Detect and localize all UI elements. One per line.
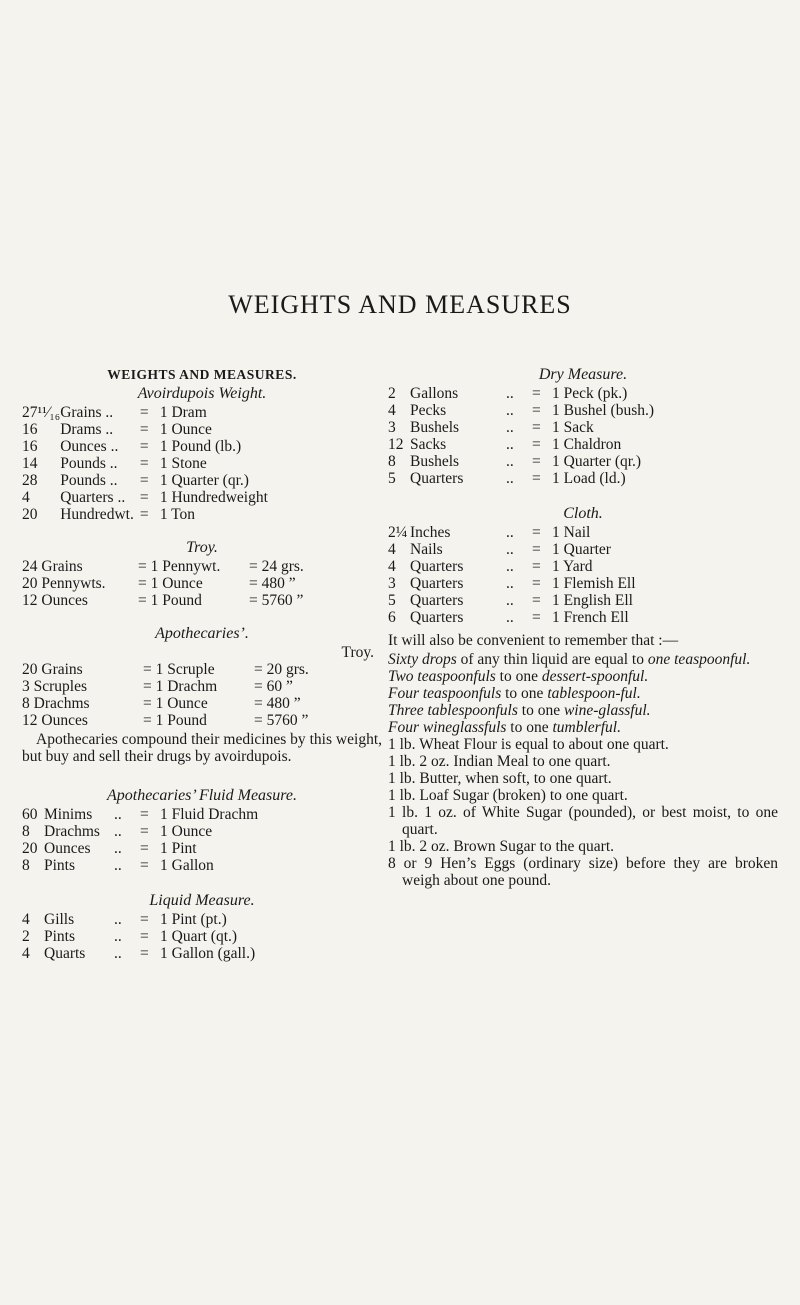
remember-item-em2: tablespoon-ful. <box>547 685 641 702</box>
fact-item: 1 lb. 2 oz. Brown Sugar to the quart. <box>388 838 615 855</box>
dots: .. <box>506 558 514 575</box>
unit: Pounds .. <box>60 472 118 489</box>
qty: 6 <box>388 609 396 626</box>
equals: = <box>139 438 149 455</box>
remember-item-em2: one teaspoonful. <box>647 651 751 668</box>
fact-item: 1 lb. Loaf Sugar (broken) to one quart. <box>388 787 628 804</box>
equals: = <box>139 489 149 506</box>
dots: .. <box>506 524 514 541</box>
equals: = <box>139 455 149 472</box>
equals: = <box>532 609 541 626</box>
troy-cell: = 1 Ounce <box>138 575 203 592</box>
qty: 20 <box>22 840 38 857</box>
remember-item <box>388 668 778 685</box>
result: 1 Load (ld.) <box>552 470 626 487</box>
equals: = <box>532 402 541 419</box>
equals: = <box>532 592 541 609</box>
result: 1 Gallon <box>160 857 214 874</box>
qty: 4 <box>22 489 30 506</box>
left-column <box>22 366 382 962</box>
right-column <box>388 366 778 889</box>
equals: = <box>532 558 541 575</box>
qty: 5 <box>388 592 396 609</box>
table-row <box>22 489 268 506</box>
result: 1 Hundredweight <box>159 489 268 506</box>
qty: 60 <box>22 806 38 823</box>
dots: .. <box>114 857 122 874</box>
apothecaries-cell: = 60 ” <box>254 678 293 695</box>
result: 1 Peck (pk.) <box>552 385 628 402</box>
unit: Gallons <box>410 385 459 402</box>
unit: Quarters <box>410 592 464 609</box>
dots: .. <box>114 806 122 823</box>
unit: Quarts <box>44 945 86 962</box>
remember-item-em: Three tablespoonfuls <box>388 702 518 719</box>
table-row <box>22 472 268 489</box>
qty: 20 <box>22 506 38 523</box>
equals: = <box>532 436 541 453</box>
apothecaries-cell: = 1 Ounce <box>143 695 208 712</box>
result: 1 Bushel (bush.) <box>552 402 655 419</box>
fact-item: 8 or 9 Hen’s Eggs (ordinary size) before they are broken weigh about one pound. <box>388 855 778 889</box>
qty: 28 <box>22 472 38 489</box>
apothecaries-note: Apothecaries compound their medicines by this weight, but buy and sell their drugs by avoirdupois. <box>22 731 382 765</box>
equals: = <box>532 385 541 402</box>
liquid-title: Liquid Measure. <box>149 892 255 909</box>
result: 1 Quarter (qr.) <box>159 472 249 489</box>
page-title: WEIGHTS AND MEASURES <box>228 290 572 319</box>
qty: 3 <box>388 575 396 592</box>
dots: .. <box>506 453 514 470</box>
equals: = <box>139 404 149 421</box>
table-row <box>22 404 268 421</box>
table-row <box>388 402 654 419</box>
table-row <box>22 857 258 874</box>
dots: .. <box>114 928 122 945</box>
qty: 8 <box>388 453 396 470</box>
result: 1 Yard <box>552 558 593 575</box>
apothecaries-cell: = 5760 ” <box>254 712 309 729</box>
equals: = <box>139 421 149 438</box>
result: 1 Flemish Ell <box>552 575 636 592</box>
result: 1 Sack <box>552 419 594 436</box>
cloth-table <box>388 524 636 626</box>
table-row <box>22 911 255 928</box>
unit: Inches <box>410 524 451 541</box>
dots: .. <box>506 541 514 558</box>
fluid-table <box>22 806 258 874</box>
equals: = <box>532 524 541 541</box>
remember-item-em: Four wineglassfuls <box>388 719 507 736</box>
equals: = <box>140 911 149 928</box>
troy-cell: = 24 grs. <box>249 558 304 575</box>
equals: = <box>140 823 149 840</box>
unit: Pints <box>44 928 76 945</box>
remember-item-em2: wine-glassful. <box>563 702 651 719</box>
result: 1 Quarter <box>552 541 611 558</box>
equals: = <box>532 575 541 592</box>
result: 1 Pound (lb.) <box>159 438 242 455</box>
qty: 4 <box>22 945 30 962</box>
dots: .. <box>114 945 122 962</box>
troy-cell: 24 Grains <box>22 558 83 575</box>
table-row <box>388 470 654 487</box>
qty: 5 <box>388 470 396 487</box>
result: 1 Pint <box>160 840 197 857</box>
qty: 4 <box>388 402 396 419</box>
remember-item <box>388 719 778 736</box>
apothecaries-cell: 20 Grains <box>22 661 83 678</box>
avoirdupois-table <box>22 404 268 523</box>
apothecaries-table <box>22 661 382 729</box>
unit: Drams .. <box>60 421 114 438</box>
unit: Quarters <box>410 470 464 487</box>
qty: 2 <box>388 385 396 402</box>
result: 1 Pint (pt.) <box>160 911 227 928</box>
remember-item <box>388 685 778 702</box>
dots: .. <box>114 840 122 857</box>
apothecaries-cell: = 1 Scruple <box>143 661 215 678</box>
liquid-table <box>22 911 255 962</box>
unit: Grains .. <box>60 404 114 421</box>
troy-title: Troy. <box>186 539 218 556</box>
unit: Bushels <box>410 453 460 470</box>
qty: 4 <box>388 558 396 575</box>
dots: .. <box>506 419 514 436</box>
equals: = <box>139 506 149 523</box>
result: 1 Chaldron <box>552 436 622 453</box>
apothecaries-cell: = 20 grs. <box>254 661 309 678</box>
dry-title: Dry Measure. <box>538 366 628 383</box>
unit: Pints <box>44 857 76 874</box>
fluid-title: Apothecaries’ Fluid Measure. <box>106 787 298 804</box>
apothecaries-title: Apothecaries’. <box>155 625 249 642</box>
result: 1 Ounce <box>160 823 213 840</box>
remember-item-text: to one <box>506 719 553 736</box>
dots: .. <box>506 385 514 402</box>
apothecaries-cell: = 1 Pound <box>143 712 207 729</box>
table-row <box>388 524 636 541</box>
unit: Ounces <box>44 840 91 857</box>
remember-item-em2: dessert-spoonful. <box>541 668 649 685</box>
apothecaries-cell: 12 Ounces <box>22 712 88 729</box>
table-row <box>22 506 268 523</box>
remember-item-text: to one <box>501 685 548 702</box>
unit: Nails <box>410 541 443 558</box>
remember-item-em: Sixty drops <box>388 651 457 668</box>
qty: 4 <box>22 911 30 928</box>
troy-cell: = 1 Pound <box>138 592 202 609</box>
equals: = <box>139 472 149 489</box>
apothecaries-cell: = 480 ” <box>254 695 301 712</box>
remember-item <box>388 702 778 719</box>
equals: = <box>140 945 149 962</box>
table-row <box>22 945 255 962</box>
dots: .. <box>506 609 514 626</box>
remember-item-text: to one <box>517 702 564 719</box>
table-row <box>22 840 258 857</box>
result: 1 Dram <box>159 404 207 421</box>
table-row <box>388 541 636 558</box>
table-row <box>388 453 654 470</box>
troy-cell: = 1 Pennywt. <box>138 558 221 575</box>
remember-intro: It will also be convenient to remember that :— <box>388 632 679 649</box>
unit: Pounds .. <box>60 455 118 472</box>
table-row <box>388 609 636 626</box>
qty: 8 <box>22 823 30 840</box>
table-row <box>22 438 268 455</box>
unit: Quarters .. <box>60 489 126 506</box>
remember-item-text: of any thin liquid are equal to <box>456 651 648 668</box>
table-row <box>388 436 654 453</box>
remember-item-em2: tumblerful. <box>552 719 621 736</box>
fact-item: 1 lb. Butter, when soft, to one quart. <box>388 770 612 787</box>
result: 1 French Ell <box>552 609 629 626</box>
unit: Drachms <box>44 823 100 840</box>
dots: .. <box>506 592 514 609</box>
equals: = <box>140 928 149 945</box>
qty: 8 <box>22 857 30 874</box>
troy-cell: 20 Pennywts. <box>22 575 106 592</box>
fact-item: 1 lb. 2 oz. Indian Meal to one quart. <box>388 753 611 770</box>
fact-item: 1 lb. Wheat Flour is equal to about one quart. <box>388 736 669 753</box>
unit: Gills <box>44 911 75 928</box>
remember-item-em: Four teaspoonfuls <box>388 685 502 702</box>
equals: = <box>140 840 149 857</box>
section-heading: WEIGHTS AND MEASURES. <box>107 367 297 382</box>
remember-item-text: to one <box>495 668 542 685</box>
qty: 27¹¹⁄₁₆ <box>22 404 61 421</box>
result: 1 Ounce <box>159 421 212 438</box>
troy-cell: = 480 ” <box>249 575 296 592</box>
equals: = <box>532 541 541 558</box>
qty: 2 <box>22 928 30 945</box>
avoirdupois-title: Avoirdupois Weight. <box>137 385 267 402</box>
troy-table <box>22 558 382 609</box>
dots: .. <box>506 575 514 592</box>
result: 1 Fluid Drachm <box>160 806 259 823</box>
equals: = <box>140 857 149 874</box>
equals: = <box>532 419 541 436</box>
dots: .. <box>114 823 122 840</box>
table-row <box>388 575 636 592</box>
qty: 12 <box>388 436 404 453</box>
dots: .. <box>506 402 514 419</box>
unit: Hundredwt. <box>60 506 134 523</box>
unit: Minims <box>44 806 93 823</box>
qty: 16 <box>22 421 38 438</box>
qty: 14 <box>22 455 38 472</box>
result: 1 English Ell <box>552 592 633 609</box>
unit: Quarters <box>410 575 464 592</box>
table-row <box>22 421 268 438</box>
unit: Quarters <box>410 609 464 626</box>
troy-cell: 12 Ounces <box>22 592 88 609</box>
result: 1 Nail <box>552 524 591 541</box>
dots: .. <box>506 470 514 487</box>
table-row <box>388 592 636 609</box>
result: 1 Quart (qt.) <box>160 928 238 945</box>
cloth-title: Cloth. <box>563 505 603 522</box>
table-row <box>22 455 268 472</box>
troy-column-header: Troy. <box>341 644 374 661</box>
table-row <box>388 419 654 436</box>
dots: .. <box>114 911 122 928</box>
troy-cell: = 5760 ” <box>249 592 304 609</box>
remember-item <box>388 651 778 668</box>
qty: 16 <box>22 438 38 455</box>
equals: = <box>140 806 149 823</box>
unit: Ounces .. <box>60 438 119 455</box>
fact-item: 1 lb. 1 oz. of White Sugar (pounded), or best moist, to one quart. <box>388 804 778 838</box>
table-row <box>388 558 636 575</box>
table-row <box>388 385 654 402</box>
table-row <box>22 823 258 840</box>
qty: 2¼ <box>388 524 408 541</box>
dots: .. <box>506 436 514 453</box>
qty: 4 <box>388 541 396 558</box>
result: 1 Ton <box>159 506 196 523</box>
result: 1 Quarter (qr.) <box>552 453 642 470</box>
apothecaries-cell: 3 Scruples <box>22 678 88 695</box>
unit: Bushels <box>410 419 460 436</box>
table-row <box>22 928 255 945</box>
unit: Sacks <box>410 436 447 453</box>
result: 1 Gallon (gall.) <box>160 945 256 962</box>
equals: = <box>532 470 541 487</box>
result: 1 Stone <box>159 455 207 472</box>
apothecaries-cell: 8 Drachms <box>22 695 90 712</box>
dry-table <box>388 385 654 487</box>
remember-item-em: Two teaspoonfuls <box>388 668 496 685</box>
unit: Pecks <box>410 402 447 419</box>
equals: = <box>532 453 541 470</box>
qty: 3 <box>388 419 396 436</box>
table-row <box>22 806 258 823</box>
apothecaries-cell: = 1 Drachm <box>143 678 218 695</box>
unit: Quarters <box>410 558 464 575</box>
